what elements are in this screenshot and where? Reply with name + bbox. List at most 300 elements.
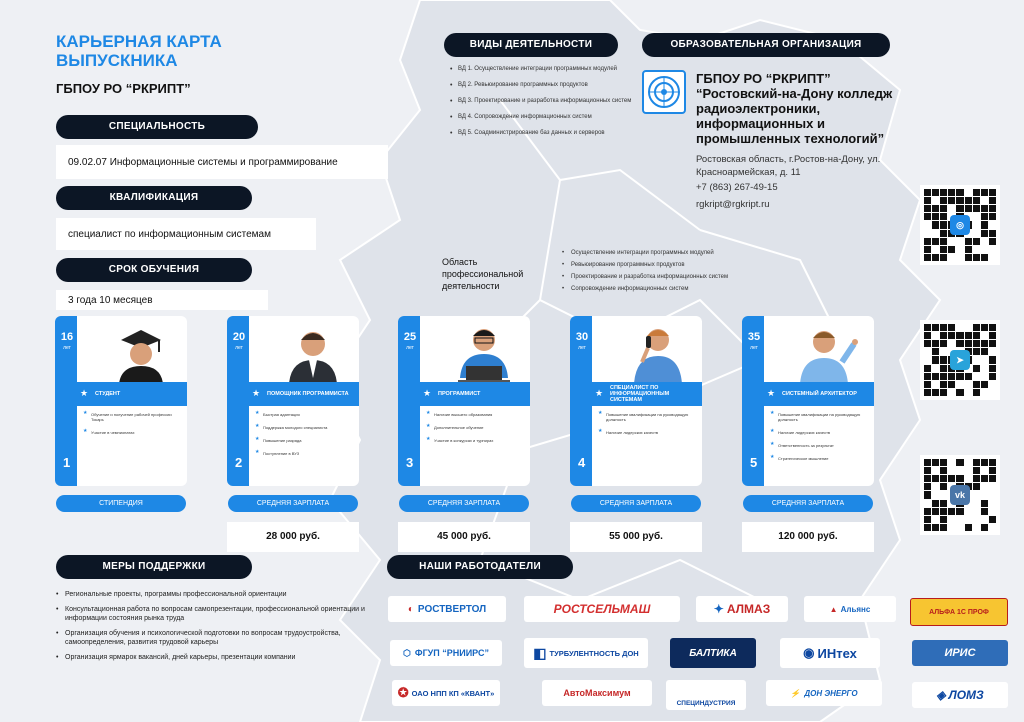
employer-logo-rniirs[interactable]: ⬡ ФГУП “РНИИРС” [390, 640, 502, 666]
card-age: 25 лет [403, 331, 417, 351]
qr-cell [932, 340, 939, 347]
qr-cell [956, 467, 963, 474]
qr-cell [940, 459, 947, 466]
qr-cell [948, 508, 955, 515]
qr-cell [932, 230, 939, 237]
list-item: ★ Наличие высшего образования [426, 412, 526, 417]
qr-cell [940, 230, 947, 237]
qr-cell [932, 356, 939, 363]
card-list [426, 412, 526, 451]
organization-heading: ОБРАЗОВАТЕЛЬНАЯ ОРГАНИЗАЦИЯ [642, 33, 890, 57]
qr-cell [940, 373, 947, 380]
qr-cell [940, 475, 947, 482]
qr-cell [989, 483, 996, 490]
qr-cell [973, 254, 980, 261]
list-item: • Сопровождение информационных систем [562, 286, 728, 293]
qr-cell [989, 246, 996, 253]
qr-cell [973, 332, 980, 339]
assistant-avatar-icon [273, 322, 353, 384]
qr-cell [924, 524, 931, 531]
logo-icon [642, 70, 686, 114]
qr-cell [981, 524, 988, 531]
qr-cell [940, 340, 947, 347]
qr-cell [924, 500, 931, 507]
qr-cell [973, 324, 980, 331]
qr-cell [973, 189, 980, 196]
qr-cell [940, 508, 947, 515]
qr-code-site[interactable] [920, 185, 1000, 265]
card-age: 35 лет [747, 331, 761, 351]
qr-cell [965, 475, 972, 482]
qr-cell [965, 238, 972, 245]
qr-cell [973, 467, 980, 474]
qr-cell [981, 348, 988, 355]
card-role: ПРОГРАММИСТ [398, 382, 530, 406]
professional-area-label: Область профессиональной деятельности [442, 257, 524, 291]
career-card-1 [55, 316, 187, 486]
qr-cell [973, 221, 980, 228]
qr-cell [924, 221, 931, 228]
qr-cell [973, 373, 980, 380]
card-list [83, 412, 183, 443]
qr-cell [940, 205, 947, 212]
programmer-avatar-icon [444, 322, 524, 384]
card-role: СПЕЦИАЛИСТ ПО ИНФОРМАЦИОННЫМ СИСТЕМАМ [570, 382, 702, 406]
list-item: ★ Наличие лидерских качеств [770, 430, 870, 435]
qr-cell [965, 197, 972, 204]
qr-cell [989, 197, 996, 204]
employer-logo-rostselmash[interactable]: РОСТСЕЛЬМАШ [524, 596, 680, 622]
qr-cell [948, 373, 955, 380]
qr-cell [973, 516, 980, 523]
qr-cell [948, 189, 955, 196]
qr-cell [948, 246, 955, 253]
salary-value: 120 000 руб. [742, 522, 874, 552]
career-card-5 [742, 316, 874, 486]
organization-contacts [696, 153, 896, 211]
specialty-heading: СПЕЦИАЛЬНОСТЬ [56, 115, 258, 139]
organization-phone: +7 (863) 267-49-15 [696, 182, 778, 193]
qr-cell [956, 324, 963, 331]
qr-cell [932, 475, 939, 482]
qr-cell [940, 189, 947, 196]
qr-cell [924, 508, 931, 515]
qr-cell [940, 332, 947, 339]
qr-cell [965, 467, 972, 474]
professional-area-list [562, 250, 728, 298]
qr-cell [956, 475, 963, 482]
qr-cell [956, 238, 963, 245]
qr-cell [932, 500, 939, 507]
qr-cell [940, 491, 947, 498]
salary-value: 55 000 руб. [570, 522, 702, 552]
support-heading: МЕРЫ ПОДДЕРЖКИ [56, 555, 252, 579]
qr-cell [956, 246, 963, 253]
qr-cell [924, 459, 931, 466]
duration-value: 3 года 10 месяцев [56, 290, 268, 310]
qr-cell [932, 246, 939, 253]
qr-cell [940, 500, 947, 507]
qr-cell [989, 356, 996, 363]
employer-logo-rostvertol[interactable]: ◐ РОСТВЕРТОЛ [388, 596, 506, 622]
list-item: ★ Поддержка молодого специалиста [255, 425, 355, 430]
qr-cell [932, 205, 939, 212]
qr-cell [973, 365, 980, 372]
qr-cell [932, 373, 939, 380]
student-avatar-icon [101, 322, 181, 384]
qr-cell [973, 459, 980, 466]
qr-cell [932, 197, 939, 204]
qr-cell [924, 475, 931, 482]
salary-value: 28 000 руб. [227, 522, 359, 552]
qr-cell [989, 213, 996, 220]
stipend-pill: СТИПЕНДИЯ [56, 495, 186, 512]
qr-cell [965, 246, 972, 253]
list-item: • Проектирование и разработка информационных систем [562, 274, 728, 281]
qr-cell [924, 246, 931, 253]
qr-cell [989, 221, 996, 228]
qr-cell [940, 524, 947, 531]
page-subtitle: ГБПОУ РО “РКРИПТ” [56, 81, 191, 96]
salary-pill: СРЕДНЯЯ ЗАРПЛАТА [399, 495, 529, 512]
qr-cell [932, 508, 939, 515]
qr-cell [973, 491, 980, 498]
list-item: • ВД 5. Соадминистрирование баз данных и серверов [450, 130, 640, 137]
qr-cell [981, 508, 988, 515]
qr-cell [981, 246, 988, 253]
qr-cell [924, 348, 931, 355]
career-card-3 [398, 316, 530, 486]
qr-cell [956, 373, 963, 380]
qr-cell [948, 197, 955, 204]
list-item: ★ Участие в конкурсах и турнирах [426, 438, 526, 443]
qr-cell [932, 332, 939, 339]
qr-cell [932, 459, 939, 466]
qr-cell [932, 213, 939, 220]
qr-cell [956, 197, 963, 204]
qr-cell [973, 508, 980, 515]
qr-cell [956, 205, 963, 212]
qr-cell [924, 467, 931, 474]
qr-cell [981, 324, 988, 331]
qr-cell [948, 459, 955, 466]
qr-cell [981, 365, 988, 372]
qr-cell [924, 197, 931, 204]
qr-cell [924, 189, 931, 196]
qr-cell [965, 332, 972, 339]
qr-cell [989, 475, 996, 482]
qr-cell [956, 389, 963, 396]
qr-cell [924, 365, 931, 372]
qr-cell [973, 483, 980, 490]
qr-cell [965, 524, 972, 531]
telegram-icon: ➤ [950, 350, 970, 370]
qr-cell [948, 381, 955, 388]
star-icon: ★ [80, 388, 89, 398]
qr-cell [973, 348, 980, 355]
qr-cell [956, 332, 963, 339]
employer-logo-baltika[interactable]: БАЛТИКА [670, 638, 756, 668]
qr-cell [965, 324, 972, 331]
specialist-avatar-icon [616, 322, 696, 384]
qr-cell [981, 475, 988, 482]
list-item: • ВД 2. Ревьюирование программных продуктов [450, 82, 640, 89]
qr-cell [965, 254, 972, 261]
qr-cell [989, 500, 996, 507]
salary-pill: СРЕДНЯЯ ЗАРПЛАТА [228, 495, 358, 512]
list-item: ★ Дополнительное обучение [426, 425, 526, 430]
architect-avatar-icon [788, 322, 868, 384]
qr-cell [965, 340, 972, 347]
qr-cell [932, 467, 939, 474]
employer-logo-turbulentnost[interactable]: ◧ ТУРБУЛЕНТНОСТЬ ДОН [524, 638, 648, 668]
qr-cell [981, 189, 988, 196]
qr-cell [948, 238, 955, 245]
card-list [598, 412, 698, 443]
employer-logo-alyans[interactable]: ▲ Альянс [804, 596, 896, 622]
qr-cell [989, 332, 996, 339]
support-list [56, 590, 376, 668]
qr-code-telegram[interactable] [920, 320, 1000, 400]
qr-cell [981, 381, 988, 388]
qr-cell [948, 205, 955, 212]
qr-cell [948, 475, 955, 482]
qr-cell [924, 340, 931, 347]
qr-cell [940, 381, 947, 388]
qr-cell [989, 516, 996, 523]
salary-pill: СРЕДНЯЯ ЗАРПЛАТА [743, 495, 873, 512]
list-item: ★ Повышение квалификации на руководящую должность [770, 412, 870, 422]
qr-cell [989, 238, 996, 245]
qr-cell [965, 508, 972, 515]
qr-cell [981, 500, 988, 507]
qr-cell [989, 373, 996, 380]
qr-cell [940, 516, 947, 523]
qr-cell [940, 356, 947, 363]
qr-cell [948, 254, 955, 261]
qr-cell [981, 389, 988, 396]
list-item: • ВД 1. Осуществление интеграции программных модулей [450, 66, 640, 73]
list-item: • ВД 4. Сопровождение информационных систем [450, 114, 640, 121]
qr-cell [932, 189, 939, 196]
qr-cell [924, 254, 931, 261]
qr-cell [989, 189, 996, 196]
qr-cell [981, 467, 988, 474]
qr-cell [940, 389, 947, 396]
qr-cell [989, 348, 996, 355]
qr-cell [981, 254, 988, 261]
page-title: КАРЬЕРНАЯ КАРТА ВЫПУСКНИКА [56, 32, 222, 70]
qr-cell [956, 459, 963, 466]
card-age: 16 лет [60, 331, 74, 351]
qr-cell [932, 491, 939, 498]
list-item: ★ Ответственность за результат [770, 443, 870, 448]
qr-cell [924, 389, 931, 396]
qr-cell [973, 197, 980, 204]
qr-cell [956, 508, 963, 515]
qr-cell [981, 332, 988, 339]
card-list [770, 412, 870, 469]
qr-cell [940, 238, 947, 245]
activities-list [450, 66, 640, 146]
qr-cell [932, 389, 939, 396]
duration-heading: СРОК ОБУЧЕНИЯ [56, 258, 252, 282]
card-step: 4 [578, 455, 586, 470]
qr-cell [973, 475, 980, 482]
qr-cell [924, 213, 931, 220]
qr-cell [940, 254, 947, 261]
qr-cell [989, 324, 996, 331]
qr-cell [965, 189, 972, 196]
qr-cell [932, 483, 939, 490]
qr-cell [981, 356, 988, 363]
qr-cell [924, 230, 931, 237]
qr-cell [981, 340, 988, 347]
card-age: 20 лет [232, 331, 246, 351]
employer-logo-avtomaksimum[interactable]: АвтоМаксимум [542, 680, 652, 706]
qr-cell [965, 373, 972, 380]
qr-cell [989, 491, 996, 498]
qr-cell [932, 365, 939, 372]
qr-cell [932, 238, 939, 245]
qr-cell [973, 246, 980, 253]
list-item: • Региональные проекты, программы профессиональной ориентации [56, 590, 376, 599]
qr-cell [981, 230, 988, 237]
qr-cell [948, 524, 955, 531]
qr-cell [932, 348, 939, 355]
vk-icon: vk [950, 485, 970, 505]
qr-cell [932, 381, 939, 388]
qr-cell [948, 467, 955, 474]
qr-cell [940, 246, 947, 253]
salary-pill: СРЕДНЯЯ ЗАРПЛАТА [571, 495, 701, 512]
list-item: ★ Наличие лидерских качеств [598, 430, 698, 435]
card-step: 1 [63, 455, 71, 470]
qr-cell [973, 389, 980, 396]
qr-cell [981, 483, 988, 490]
qr-logo-icon: ◎ [950, 215, 970, 235]
star-icon: ★ [767, 388, 776, 398]
qr-cell [989, 230, 996, 237]
qr-cell [981, 197, 988, 204]
card-role: ПОМОЩНИК ПРОГРАММИСТА [227, 382, 359, 406]
qr-cell [932, 221, 939, 228]
organization-address: Ростовская область, г.Ростов-на-Дону, ул. Красноармейская, д. 11 [696, 154, 881, 178]
list-item: • Консультационная работа по вопросам самопрезентации, профессиональной ориентации и информации состояния рынка труда [56, 605, 376, 623]
list-item: ★ Быстрая адаптация [255, 412, 355, 417]
qualification-heading: КВАЛИФИКАЦИЯ [56, 186, 252, 210]
card-list [255, 412, 355, 464]
card-step: 2 [235, 455, 243, 470]
qr-cell [924, 373, 931, 380]
list-item: • Ревьюирование программных продуктов [562, 262, 728, 269]
qr-cell [981, 205, 988, 212]
list-item: ★ Стратегическое мышление [770, 456, 870, 461]
employers-heading: НАШИ РАБОТОДАТЕЛИ [387, 555, 573, 579]
list-item: ★ Повышение разряда [255, 438, 355, 443]
card-step: 3 [406, 455, 414, 470]
card-age: 30 лет [575, 331, 589, 351]
employer-logo-intech[interactable]: ◉ ИНтех [780, 638, 880, 668]
list-item: • Осуществление интеграции программных модулей [562, 250, 728, 257]
employer-logo-iris[interactable]: ИРИС [912, 640, 1008, 666]
list-item: • Организация обучения и психологической подготовки по вопросам трудоустройства, самоопределения, развития трудовой карьеры [56, 629, 376, 647]
qr-cell [924, 516, 931, 523]
qr-cell [948, 332, 955, 339]
qr-cell [948, 516, 955, 523]
career-card-2 [227, 316, 359, 486]
qr-cell [940, 324, 947, 331]
qr-cell [981, 373, 988, 380]
qr-cell [924, 381, 931, 388]
qr-cell [973, 381, 980, 388]
career-card-4 [570, 316, 702, 486]
qr-cell [956, 381, 963, 388]
star-icon: ★ [423, 388, 432, 398]
qr-cell [973, 356, 980, 363]
organization-name: ГБПОУ РО “РКРИПТ” “Ростовский-на-Дону колледж радиоэлектроники, информационных и промышленных технологий” [696, 71, 893, 146]
employer-logo-kvant[interactable]: ✪ ОАО НПП КП «КВАНТ» [392, 680, 500, 706]
list-item: ★ Участие в чемпионатах [83, 430, 183, 435]
card-step: 5 [750, 455, 758, 470]
qr-cell [981, 491, 988, 498]
qr-cell [989, 389, 996, 396]
list-item: ★ Повышение квалификации на руководящую должность [598, 412, 698, 422]
qr-cell [981, 516, 988, 523]
organization-email[interactable]: rgkript@rgkript.ru [696, 199, 770, 210]
qr-cell [956, 516, 963, 523]
qr-cell [989, 365, 996, 372]
qr-cell [973, 205, 980, 212]
qr-code-vk[interactable] [920, 455, 1000, 535]
qr-cell [989, 459, 996, 466]
qr-cell [973, 213, 980, 220]
qr-cell [965, 205, 972, 212]
qr-cell [948, 389, 955, 396]
qr-cell [948, 340, 955, 347]
qr-cell [924, 238, 931, 245]
list-item: • ВД 3. Проектирование и разработка информационных систем [450, 98, 640, 105]
employer-logo-alfa[interactable]: АЛЬФА 1С ПРОФ [910, 598, 1008, 626]
qr-cell [989, 381, 996, 388]
qr-cell [948, 324, 955, 331]
qr-cell [940, 483, 947, 490]
qr-cell [956, 340, 963, 347]
employer-logo-donenergo[interactable]: ⚡ ДОН ЭНЕРГО [766, 680, 882, 706]
qr-cell [924, 356, 931, 363]
qr-cell [965, 459, 972, 466]
qr-cell [940, 348, 947, 355]
qr-cell [973, 524, 980, 531]
qr-cell [956, 189, 963, 196]
employer-logo-lomz[interactable]: ◈ ЛОМЗ [912, 682, 1008, 708]
employer-logo-specindustria[interactable]: СПЕЦИНДУСТРИЯ [666, 680, 746, 710]
qr-cell [932, 516, 939, 523]
list-item: • Организация ярмарок вакансий, дней карьеры, презентации компании [56, 653, 376, 662]
qr-cell [932, 524, 939, 531]
salary-value: 45 000 руб. [398, 522, 530, 552]
qr-cell [989, 467, 996, 474]
qr-cell [924, 332, 931, 339]
star-icon: ★ [252, 388, 261, 398]
qr-cell [940, 365, 947, 372]
list-item: ★ Поступление в ВУЗ [255, 451, 355, 456]
activities-heading: ВИДЫ ДЕЯТЕЛЬНОСТИ [444, 33, 618, 57]
qr-cell [965, 389, 972, 396]
employer-logo-almaz[interactable]: ✦ АЛМАЗ [696, 596, 788, 622]
qr-cell [940, 197, 947, 204]
qr-cell [973, 500, 980, 507]
